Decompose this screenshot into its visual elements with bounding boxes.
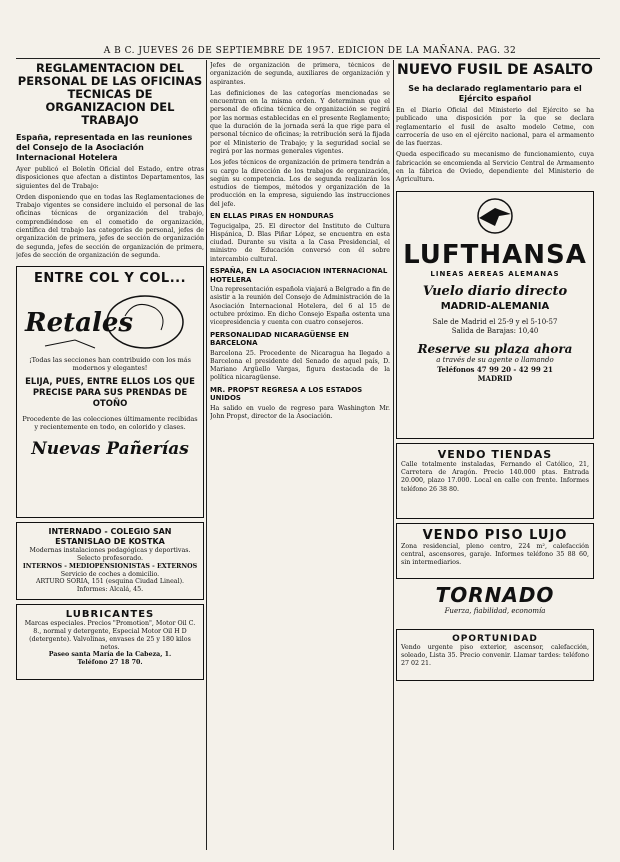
column-rule-1	[206, 60, 207, 850]
lufthansa-agent: a través de su agente o llamando	[436, 355, 554, 364]
lubricantes-ad	[16, 604, 204, 680]
colegio-title: INTERNADO - COLEGIO SAN ESTANISLAO DE KOSTKA	[48, 527, 172, 547]
crane-logo-icon	[455, 196, 535, 236]
article-subhead: PERSONALIDAD NICARAGÜENSE EN BARCELONA	[210, 330, 349, 348]
column-3	[396, 62, 594, 852]
piso-title: VENDO PISO LUJO	[422, 527, 568, 543]
article-body: Jefes de organización de primera, técnicos de organización de segunda, auxiliares de organización y aspirantes.	[210, 62, 390, 86]
retales-brand: Nuevas Pañerías	[31, 439, 189, 460]
article-body: Orden disponiendo que en todas las Reglamentaciones de Trabajo vigentes se considere incluido el personal de las oficinas técnicas de organización del trabajo, comprendiéndose en el cometido de organización, científica del trabajo las categorías de personal, jefes de organización de primera, jefes de sección de organización de segunda, jefes de sección de organización de primera, jefes de sección de organización de segunda.	[16, 193, 204, 259]
retales-ad	[16, 266, 204, 518]
oportunidad-title: OPORTUNIDAD	[452, 633, 538, 644]
article-body: En el Diario Oficial del Ministerio del Ejército se ha publicado una disposición por la que se declara reglamentario el fusil de asalto modelo Cetme, con carrocería de uso en el ejército nacional, para el armamento de las fuerzas.	[396, 107, 594, 148]
lufthansa-ad	[396, 191, 594, 439]
tiendas-ad	[396, 443, 594, 519]
retales-title: ENTRE COL Y COL...	[33, 271, 187, 287]
page-header	[0, 0, 620, 60]
lufthansa-service: Vuelo diario directo	[422, 283, 568, 299]
article-lead: Se ha declarado reglamentario para el Ejército español	[408, 84, 582, 103]
retales-body: Procedente de las colecciones últimamente recibidas y recientemente en todo, en colorido y clases.	[22, 415, 198, 432]
article-body: Barcelona 25. Procedente de Nicaragua ha llegado a Barcelona el presidente del Senado de aquel país, D. Mariano Argüello Vargas, figura destacada de la política nicaragüense.	[210, 349, 390, 382]
lufthansa-route: MADRID-ALEMANIA	[440, 300, 550, 312]
article-headline: NUEVO FUSIL DE ASALTO	[397, 62, 593, 78]
article-body: Ayer publicó el Boletín Oficial del Estado, entre otras disposiciones que afectan a distintos Departamentos, las siguientes del de Trabajo:	[16, 166, 204, 190]
lufthansa-city: MADRID	[477, 373, 513, 383]
article-subhead: EN ELLAS PIRAS EN HONDURAS	[210, 212, 334, 221]
oportunidad-ad	[396, 629, 594, 681]
article-body: Tegucigalpa, 25. El director del Instituto de Cultura Hispánica, D. Blas Piñar López, se encuentra en esta ciudad. Durante su visita a la Casa Presidencial, el ministro de Educación conversó con él sobre intercambio cultural.	[210, 222, 390, 263]
header-rule	[16, 58, 600, 59]
colegio-ad	[16, 522, 204, 600]
article-body: Ha salido en vuelo de regreso para Washington Mr. John Propst, director de la Asociación.	[210, 404, 390, 420]
colegio-line: Servicio de coches a domicilio.	[60, 570, 160, 578]
column-1	[16, 62, 204, 852]
tornado-ad	[396, 583, 594, 625]
colegio-line: Modernas instalaciones pedagógicas y deportivas. Selecto profesorado.	[29, 547, 191, 563]
article-body: Las definiciones de las categorías mencionadas se encuentran en la misma orden. Y determinan que el personal de oficina técnica de organización se regirá por las normas establecidas en el presente Reglamento; que la duración de la jornada será la que rige para el personal técnico de oficinas; la retribución será la fijada por el Ministerio de Trabajo; y la seguridad social se regirá por las normas generales vigentes.	[210, 89, 390, 155]
lufthansa-tagline: LINEAS AEREAS ALEMANAS	[430, 269, 560, 278]
tornado-slogan: Fuerza, fiabilidad, economía	[444, 606, 546, 615]
retales-cta: ELIJA, PUES, ENTRE ELLOS LOS QUE PRECISE PARA SUS PRENDAS DE OTOÑO	[25, 377, 195, 410]
lubricantes-footer: Paseo santa María de la Cabeza, 1.	[48, 651, 172, 659]
lufthansa-brand: LUFTHANSA	[403, 239, 587, 270]
column-rule-2	[393, 60, 394, 850]
lufthansa-cta: Reserve su plaza ahora	[417, 341, 573, 356]
lubricantes-body: Marcas especiales. Precios "Promotion", Motor Oil C. 8., normal y detergente, Especial Motor Oil H D (detergente). Valvolinas, envases de 25 y 180 kilos netos.	[24, 620, 196, 651]
tiendas-title: VENDO TIENDAS	[437, 447, 553, 461]
piso-ad	[396, 523, 594, 579]
header-text: A B C. JUEVES 26 DE SEPTIEMBRE DE 1957. EDICION DE LA MAÑANA. PAG. 32	[103, 46, 517, 56]
column-2	[210, 62, 390, 852]
lufthansa-phones: Teléfonos 47 99 20 - 42 99 21	[437, 364, 553, 374]
tornado-brand: TORNADO	[435, 582, 555, 607]
colegio-line: INTERNOS - MEDIOPENSIONISTAS - EXTERNOS	[22, 562, 198, 570]
lubricantes-phone: Teléfono 27 18 70.	[77, 659, 143, 667]
article-body: Queda especificado su mecanismo de funcionamiento, cuya fabricación se encomienda al Servicio Central de Armamento en la fábrica de Oviedo, dependiente del Ministerio de Agricultura.	[396, 151, 594, 184]
piso-body: Zona residencial, pleno centro, 224 m², calefacción central, ascensores, garaje. Informes teléfono 35 88 60, sin intermediarios.	[401, 542, 589, 567]
lubricantes-title: LUBRICANTES	[65, 609, 155, 621]
colegio-line: ARTURO SORIA, 151 (esquina Ciudad Lineal). Informes: Alcalá, 45.	[35, 578, 185, 594]
retales-script-title: Retales	[25, 308, 134, 339]
article-body: Los jefes técnicos de organización de primera tendrán a su cargo la dirección de los trabajos de organización, según su competencia. Los de segunda realizarán los estudios de tiempos, métodos y organización de la producción en la empresa, siguiendo las instrucciones del jefe.	[210, 159, 390, 208]
article-subhead: ESPAÑA, EN LA ASOCIACION INTERNACIONAL HOTELERA	[210, 267, 388, 284]
retales-note: ¡Todas las secciones han contribuido con los más modernos y elegantes!	[28, 356, 192, 373]
article-headline: REGLAMENTACION DEL PERSONAL DE LAS OFICINAS TECNICAS DE ORGANIZACION DEL TRABAJO	[17, 62, 203, 127]
article-body: Una representación española viajará a Belgrado a fin de asistir a la reunión del Consejo de Administración de la Asociación Internacional Hotelera, del 6 al 15 de octubre próximo. En dicho Consejo España ostenta una vicepresidencia y cuenta con cuatro consejeros.	[210, 286, 390, 327]
lufthansa-depart: Salida de Barajas: 10,40	[451, 326, 539, 335]
oportunidad-body: Vendo urgente piso exterior, ascensor, calefacción, soleado, Lista 35. Precio convenir. Llamar tardes: teléfono 27 02 21.	[401, 643, 589, 668]
tiendas-body: Calle totalmente instaladas, Fernando el Católico, 21, Carretera de Aragón. Precio 140.000 ptas. Entrada 20.000, plazo 17.000. Local en calle con frente. Informes teléfono 26 38 80.	[401, 460, 589, 493]
article-lead: España, representada en las reuniones del Consejo de la Asociación Internacional Hotelera	[16, 133, 193, 162]
article-subhead: MR. PROPST REGRESA A LOS ESTADOS UNIDOS	[210, 385, 363, 403]
lufthansa-schedule: Sale de Madrid el 25-9 y el 5-10-57	[432, 317, 558, 326]
